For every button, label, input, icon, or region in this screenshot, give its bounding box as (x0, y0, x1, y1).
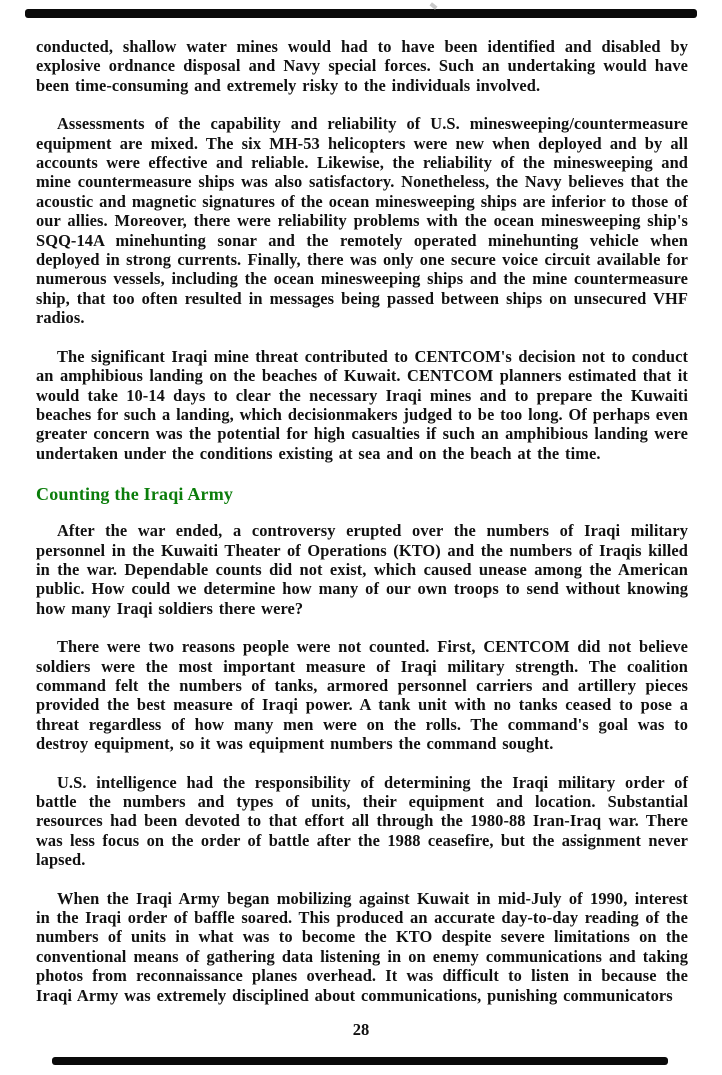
paragraph-two-reasons: There were two reasons people were not counted. First, CENTCOM did not believe soldiers were the most important measure of Iraqi military strength. The coalition command felt the numbers of tanks, armored personnel carriers and artillery pieces provided the best measure of Iraqi power. A tank unit with no tanks ceased to pose a threat regardless of how many men were on the rolls. The command's goal was to destroy equipment, so it was equipment numbers the command sought. (36, 637, 688, 754)
paragraph-continuation: conducted, shallow water mines would had to have been identified and disabled by explosive ordnance disposal and Navy special forces. Such an undertaking would have been time-consuming and extremely risky to the individuals involved. (36, 37, 688, 95)
page-body (36, 37, 688, 1024)
paragraph-mobilizing-against-kuwait: When the Iraqi Army began mobilizing against Kuwait in mid-July of 1990, interest in the Iraqi order of baffle soared. This produced an accurate day-to-day reading of the numbers of units in what was to become the KTO despite severe limitations on the conventional means of gathering data listening in on enemy communications and taking photos from reconnaissance planes overhead. It was difficult to listen in because the Iraqi Army was extremely disciplined about communications, punishing communicators (36, 888, 688, 1005)
page-number: 28 (352, 1020, 370, 1039)
paragraph-us-intelligence: U.S. intelligence had the responsibility of determining the Iraqi military order of battle the numbers and types of units, their equipment and location. Substantial resources had been devoted to that effort all through the 1980-88 Iran-Iraq war. There was less focus on the order of battle after the 1988 ceasefire, but the assignment never lapsed. (36, 772, 688, 870)
section-heading-counting-iraqi-army: Counting the Iraqi Army (36, 484, 234, 505)
scan-artifact-top-bar (25, 9, 697, 18)
paragraph-minesweeping-assessment: Assessments of the capability and reliability of U.S. minesweeping/countermeasure equipment are mixed. The six MH-53 helicopters were new when deployed and by all accounts were effective and reliable. Likewise, the reliability of the minesweeping and mine countermeasure ships was also satisfactory. Nonetheless, the Navy believes that the acoustic and magnetic signatures of the ocean minesweeping ships are inferior to those of our allies. Moreover, there were reliability problems with the ocean minesweeping ship's SQQ-14A minehunting sonar and the remotely operated minehunting vehicle when deployed in strong currents. Finally, there was only one secure voice circuit available for numerous vessels, including the ocean minesweeping ships and the mine countermeasure ship, that too often resulted in messages being passed between ships on unsecured VHF radios. (36, 114, 688, 328)
scan-artifact-bottom-bar (52, 1057, 668, 1065)
paragraph-postwar-controversy: After the war ended, a controversy erupted over the numbers of Iraqi military personnel in the Kuwaiti Theater of Operations (KTO) and the numbers of Iraqis killed in the war. Dependable counts did not exist, which caused unease among the American public. How could we determine how many of our own troops to send without knowing how many Iraqi soldiers there were? (36, 521, 688, 618)
paragraph-mine-threat-decision: The significant Iraqi mine threat contributed to CENTCOM's decision not to conduct an amphibious landing on the beaches of Kuwait. CENTCOM planners estimated that it would take 10-14 days to clear the necessary Iraqi mines and to prepare the Kuwaiti beaches for such a landing, which decisionmakers judged to be too long. Of perhaps even greater concern was the potential for high casualties if such an amphibious landing were undertaken under the conditions existing at sea and on the beach at the time. (36, 346, 688, 463)
